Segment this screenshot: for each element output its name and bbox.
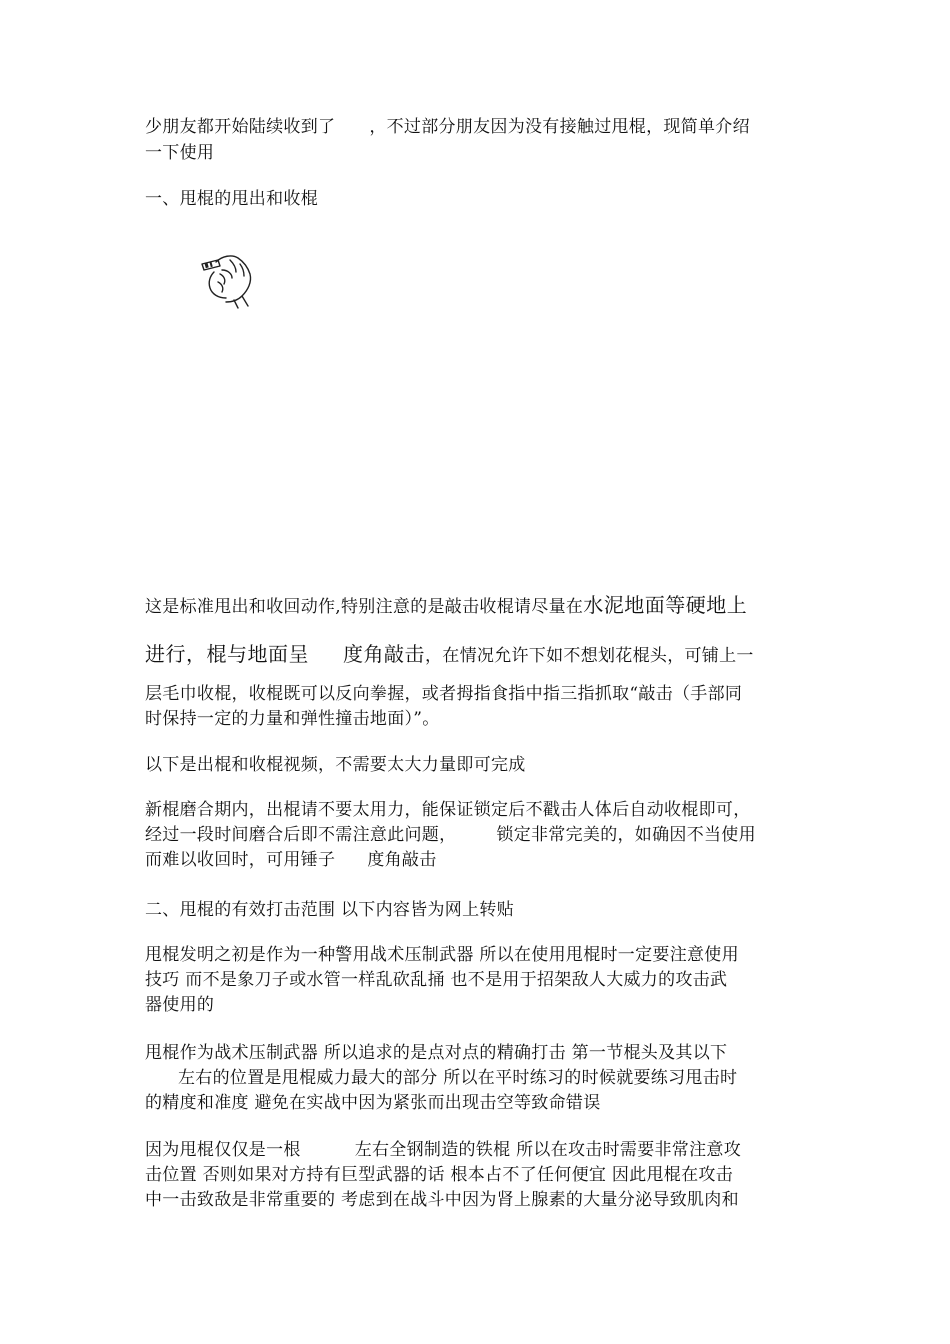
para3-line-1: 新棍磨合期内，出棍请不要太用力，能保证锁定后不戳击人体后自动收棍即可， [145, 800, 751, 820]
para5-line-2: 左右的位置是甩棍威力最大的部分 所以在平时练习的时候就要练习甩击时 [178, 1068, 738, 1088]
text-span-large: 水泥地面等硬地上 [583, 593, 748, 617]
text-span: 左右全钢制造的铁棍 所以在攻击时需要非常注意攻 [354, 1140, 742, 1160]
para4-line-1: 甩棍发明之初是作为一种警用战术压制武器 所以在使用甩棍时一定要注意使用 [145, 945, 739, 965]
text-span-large: 度角敲击 [343, 642, 425, 666]
para6-line-2: 击位置 否则如果对方持有巨型武器的话 根本占不了任何便宜 因此甩棍在攻击 [145, 1165, 734, 1185]
para1-line-1 [145, 594, 815, 618]
hand-gripping-baton-icon [196, 252, 258, 310]
text-span: ，在情况允许下如不想划花棍头，可铺上一 [425, 646, 754, 666]
text-span-large: 进行，棍与地面呈 [145, 642, 309, 666]
para4-line-3: 器使用的 [145, 995, 215, 1015]
para5-line-1: 甩棍作为战术压制武器 所以追求的是点对点的精确打击 第一节棍头及其以下 [145, 1043, 728, 1063]
intro-line-1 [145, 116, 815, 138]
para5-line-3: 的精度和准度 避免在实战中因为紧张而出现击空等致命错误 [145, 1093, 601, 1113]
para1-line-2 [145, 643, 815, 667]
para3-line-2 [145, 824, 815, 846]
para1-line-3: 层毛巾收棍，收棍既可以反向拳握，或者拇指食指中指三指抓取“敲击（手部同 [145, 684, 743, 704]
para4-line-2: 技巧 而不是象刀子或水管一样乱砍乱捅 也不是用于招架敌人大威力的攻击武 [145, 970, 728, 990]
para3-line-3 [145, 849, 815, 871]
intro-line-2: 一下使用 [145, 143, 215, 163]
para6-line-1 [145, 1139, 815, 1161]
text-span: 而难以收回时，可用锤子 [145, 850, 336, 870]
text-span: 少朋友都开始陆续收到了 [145, 117, 336, 137]
text-span: ，不过部分朋友因为没有接触过甩棍，现简单介绍 [369, 117, 750, 137]
section-heading-1: 一、甩棍的甩出和收棍 [145, 189, 318, 209]
text-span: 这是标准甩出和收回动作,特别注意的是敲击收棍请尽量在 [145, 597, 584, 617]
para6-line-3: 中一击致敌是非常重要的 考虑到在战斗中因为肾上腺素的大量分泌导致肌肉和 [145, 1190, 739, 1210]
para1-line-4: 时保持一定的力量和弹性撞击地面）”。 [145, 709, 440, 729]
para2-line-1: 以下是出棍和收棍视频，不需要太大力量即可完成 [145, 755, 526, 775]
section-heading-2: 二、甩棍的有效打击范围 以下内容皆为网上转贴 [145, 900, 515, 920]
text-span: 锁定非常完美的，如确因不当使用 [496, 825, 756, 845]
text-span: 经过一段时间磨合后即不需注意此问题， [145, 825, 457, 845]
text-span: 度角敲击 [367, 850, 437, 870]
text-span: 因为甩棍仅仅是一根 [145, 1140, 301, 1160]
